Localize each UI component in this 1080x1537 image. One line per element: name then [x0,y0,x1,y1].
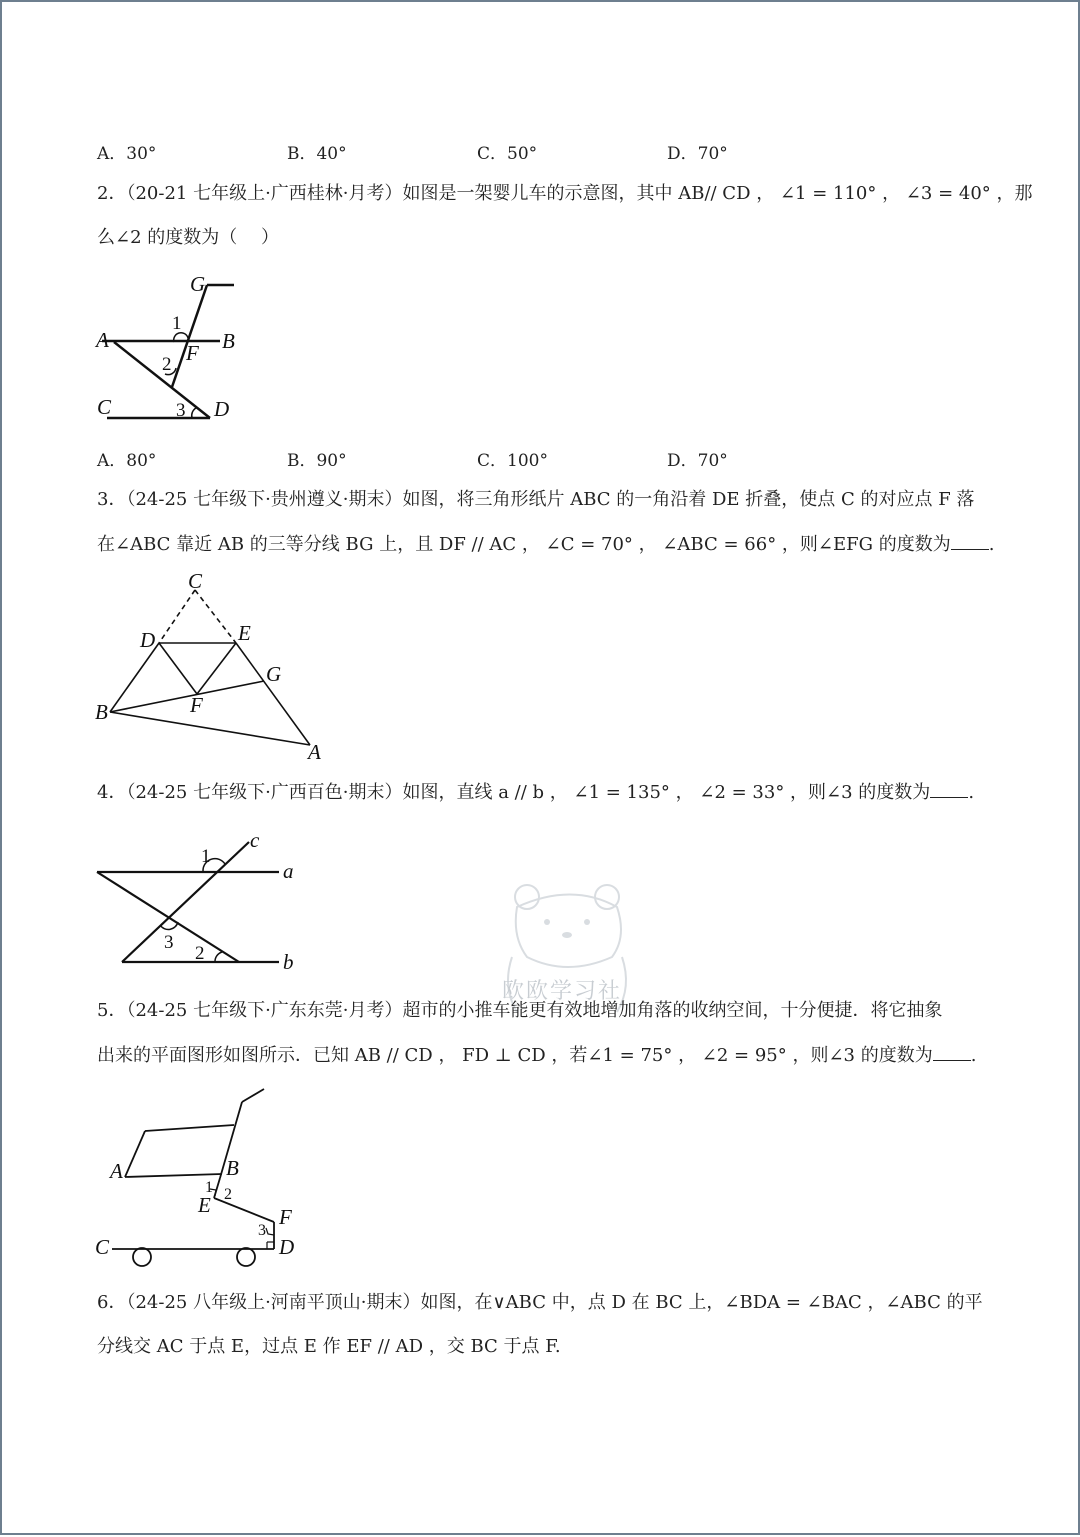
q2-label-2: 2 [162,354,172,375]
q2-label-c: C [97,395,112,419]
q4-label-2: 2 [195,943,205,964]
q3-label-b: B [95,700,108,724]
q4-label-3: 3 [164,932,174,953]
q2-label-3: 3 [176,400,186,421]
q1-option-b: B．40° [287,144,347,164]
watermark-text: 欧欧学习社 [502,979,623,1004]
q2-option-a: A．80° [97,451,157,471]
q4-label-b: b [283,950,294,974]
q3-text-line1: 3．（24-25 七年级下·贵州遵义·期末）如图，将三角形纸片 ABC 的一角沿着 DE 折叠，使点 C 的对应点 F 落 [97,489,975,510]
q2-label-d: D [214,397,230,421]
q2-label-b: B [222,329,235,353]
q3-text-line2: 在∠ABC 靠近 AB 的三等分线 BG 上，且 DF // AC ， ∠C = 70° ， ∠ABC = 66° ，则∠EFG 的度数为 [97,534,951,555]
q6-text-line1: 6．（24-25 八年级上·河南平顶山·期末）如图，在∨ABC 中，点 D 在 BC 上，∠BDA = ∠BAC ，∠ABC 的平 [97,1292,983,1313]
q2-label-a: A [96,328,109,352]
q5-label-c: C [95,1235,110,1259]
q2-option-c: C．100° [477,451,548,471]
q4-text-line1: 4．（24-25 七年级下·广西百色·期末）如图，直线 a // b ， ∠1 = 135° ， ∠2 = 33° ，则∠3 的度数为 [97,782,931,803]
q4-label-c: c [250,828,260,852]
q3-text-line2-end: . [988,534,995,555]
q2-label-g: G [190,272,206,296]
q3-label-f: F [190,693,203,717]
q1-option-d: D．70° [667,144,728,164]
q4-label-1: 1 [201,846,211,867]
q1-option-a: A．30° [97,144,157,164]
q5-label-e: E [198,1193,211,1217]
q2-option-d: D．70° [667,451,728,471]
q5-text-line2-end: . [970,1045,977,1066]
q5-label-d: D [279,1235,295,1259]
q5-label-1: 1 [205,1179,213,1196]
q5-text-line1: 5．（24-25 七年级下·广东东莞·月考）超市的小推车能更有效地增加角落的收纳空间，十分便捷．将它抽象 [97,1000,943,1021]
q2-label-f: F [186,341,199,365]
q5-label-2: 2 [224,1186,232,1203]
q2-option-b: B．90° [287,451,347,471]
q5-label-a: A [110,1159,123,1183]
q2-text-line1: 2．（20-21 七年级上·广西桂林·月考）如图是一架婴儿车的示意图，其中 AB// CD ， ∠1 = 110° ， ∠3 = 40° ，那 [97,183,1033,204]
q5-label-b: B [226,1156,239,1180]
q5-text-line2: 出来的平面图形如图所示．已知 AB // CD ， FD ⊥ CD ，若∠1 = 75° ， ∠2 = 95° ，则∠3 的度数为 [97,1045,933,1066]
q5-label-f: F [279,1205,292,1229]
q5-label-3: 3 [258,1222,266,1239]
q3-label-c: C [188,569,203,593]
q3-label-g: G [266,662,282,686]
q6-text-line2: 分线交 AC 于点 E，过点 E 作 EF // AD ，交 BC 于点 F. [97,1336,561,1357]
q1-option-c: C．50° [477,144,538,164]
q2-text-line2: 么∠2 的度数为（ ） [97,227,279,248]
q3-label-d: D [140,628,156,652]
q3-label-e: E [238,621,251,645]
q3-label-a: A [308,740,321,764]
q2-label-1: 1 [172,313,182,334]
q4-label-a: a [283,859,294,883]
q4-text-line1-end: . [968,782,975,803]
